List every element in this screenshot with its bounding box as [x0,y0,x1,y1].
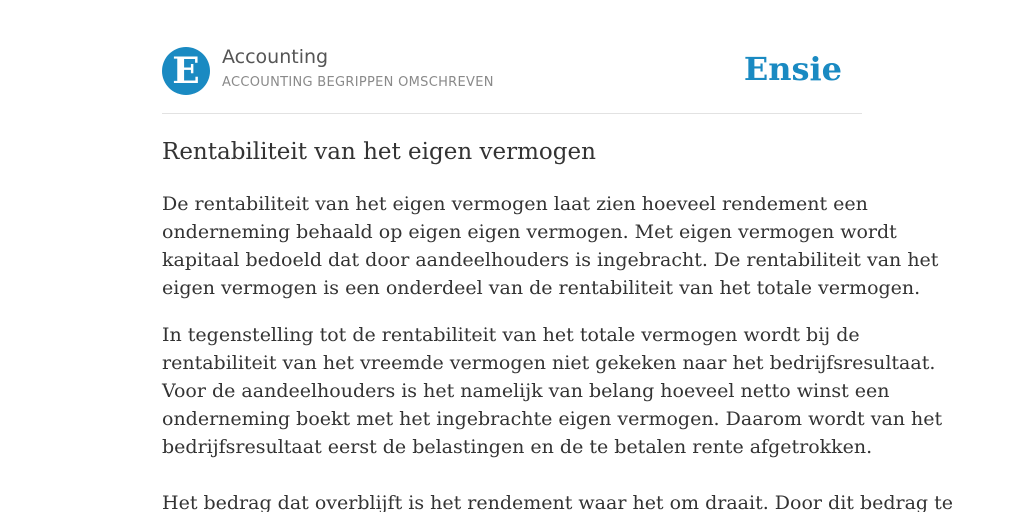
paragraph-line: rentabiliteit van het vreemde vermogen niet gekeken naar het bedrijfsresultaat. [162,352,936,374]
paragraph-line: eigen vermogen is een onderdeel van de rentabiliteit van het totale vermogen. [162,277,921,299]
paragraph-line: onderneming boekt met het ingebrachte eigen vermogen. Daarom wordt van het [162,408,943,430]
article-title: Rentabiliteit van het eigen vermogen [162,139,596,165]
article-paragraph [162,489,954,512]
content-container [162,0,954,512]
site-subtitle: ACCOUNTING BEGRIPPEN OMSCHREVEN [222,75,494,90]
paragraph-line: Het bedrag dat overblijft is het rendement waar het om draait. Door dit bedrag te [162,492,954,512]
paragraph-line: De rentabiliteit van het eigen vermogen laat zien hoeveel rendement een [162,193,868,215]
paragraph-line: kapitaal bedoeld dat door aandeelhouders is ingebracht. De rentabiliteit van het [162,249,939,271]
ensie-brand-logo[interactable]: Ensie [743,50,842,88]
logo-e-icon[interactable]: E [162,47,210,95]
site-title[interactable]: Accounting [222,46,329,68]
paragraph-line: In tegenstelling tot de rentabiliteit van het totale vermogen wordt bij de [162,324,860,346]
site-header [162,0,862,114]
article-paragraph [162,321,943,461]
paragraph-line: bedrijfsresultaat eerst de belastingen en de te betalen rente afgetrokken. [162,436,873,458]
article-paragraph [162,190,939,302]
paragraph-line: onderneming behaald op eigen eigen vermogen. Met eigen vermogen wordt [162,221,897,243]
paragraph-line: Voor de aandeelhouders is het namelijk van belang hoeveel netto winst een [162,380,890,402]
